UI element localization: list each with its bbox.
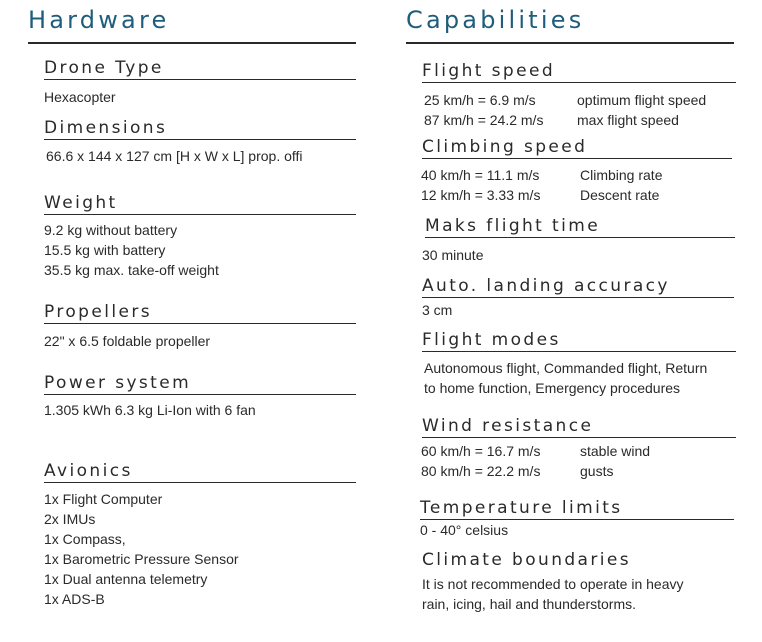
temperature-value: 0 - 40° celsius [420,522,509,538]
wind-resistance-label: stable wind [580,443,651,459]
section-avionics [44,461,356,483]
section-title: Auto. landing accuracy [422,276,670,296]
capabilities-heading: Capabilities [406,6,585,34]
climbing-speed-label: Descent rate [580,187,660,203]
wind-resistance-value: 80 km/h = 22.2 m/s [421,463,541,479]
hardware-heading-rule [28,42,356,44]
avionics-line: 2x IMUs [44,511,96,527]
section-rule [422,437,736,438]
avionics-line: 1x Barometric Pressure Sensor [44,551,239,567]
section-landing-accuracy [422,276,734,298]
section-propellers [44,302,356,324]
drone-type-value: Hexacopter [44,89,116,105]
avionics-line: 1x Flight Computer [44,491,163,507]
flight-speed-value: 25 km/h = 6.9 m/s [424,92,536,108]
section-title: Climate boundaries [422,550,631,570]
dimensions-value: 66.6 x 144 x 127 cm [H x W x L] prop. offi [46,148,303,164]
section-climbing-speed [422,137,732,159]
climate-line: rain, icing, hail and thunderstorms. [422,596,636,612]
section-wind-resistance [422,416,736,438]
flight-time-value: 30 minute [422,247,484,263]
section-rule [44,214,356,215]
section-rule [44,482,356,483]
section-title: Dimensions [44,118,168,138]
section-title: Weight [44,193,118,213]
capabilities-heading-rule [406,42,734,44]
climbing-speed-value: 40 km/h = 11.1 m/s [421,167,540,183]
section-rule [425,237,735,238]
wind-resistance-label: gusts [580,463,614,479]
section-title: Drone Type [44,58,164,78]
section-rule [44,394,356,395]
climbing-speed-value: 12 km/h = 3.33 m/s [421,187,541,203]
section-title: Maks flight time [425,216,601,236]
section-title: Power system [44,373,192,393]
flight-modes-line: to home function, Emergency procedures [424,380,681,396]
weight-line: 35.5 kg max. take-off weight [44,262,219,278]
section-dimensions [44,118,356,140]
section-title: Wind resistance [422,416,594,436]
section-title: Avionics [44,461,133,481]
section-weight [44,193,356,215]
section-rule [422,297,734,298]
flight-speed-label: optimum flight speed [577,92,707,108]
hardware-heading: Hardware [28,6,170,34]
avionics-line: 1x ADS-B [44,591,105,607]
flight-speed-value: 87 km/h = 24.2 m/s [424,112,544,128]
section-climate-boundaries [422,550,736,570]
propellers-value: 22" x 6.5 foldable propeller [44,333,211,349]
section-title: Flight speed [422,61,556,81]
section-rule [422,82,736,83]
section-flight-speed [422,61,736,83]
section-rule [44,139,356,140]
section-flight-time [425,216,735,238]
section-temperature-limits [420,498,734,520]
section-rule [44,323,356,324]
power-value: 1.305 kWh 6.3 kg Li-Ion with 6 fan [44,402,256,418]
weight-line: 15.5 kg with battery [44,242,166,258]
climate-line: It is not recommended to operate in heavy [422,576,684,592]
section-title: Climbing speed [422,137,588,157]
section-title: Propellers [44,302,152,322]
flight-speed-label: max flight speed [577,112,679,128]
climbing-speed-label: Climbing rate [580,167,663,183]
avionics-line: 1x Compass, [44,531,126,547]
section-rule [422,351,736,352]
weight-line: 9.2 kg without battery [44,222,178,238]
section-title: Temperature limits [420,498,623,518]
section-rule [44,79,356,80]
avionics-line: 1x Dual antenna telemetry [44,571,208,587]
section-power-system [44,373,356,395]
section-flight-modes [422,330,736,352]
landing-accuracy-value: 3 cm [422,302,453,318]
section-drone-type [44,58,356,80]
section-title: Flight modes [422,330,561,350]
wind-resistance-value: 60 km/h = 16.7 m/s [421,443,541,459]
flight-modes-line: Autonomous flight, Commanded flight, Return [424,360,708,376]
section-rule [422,158,732,159]
